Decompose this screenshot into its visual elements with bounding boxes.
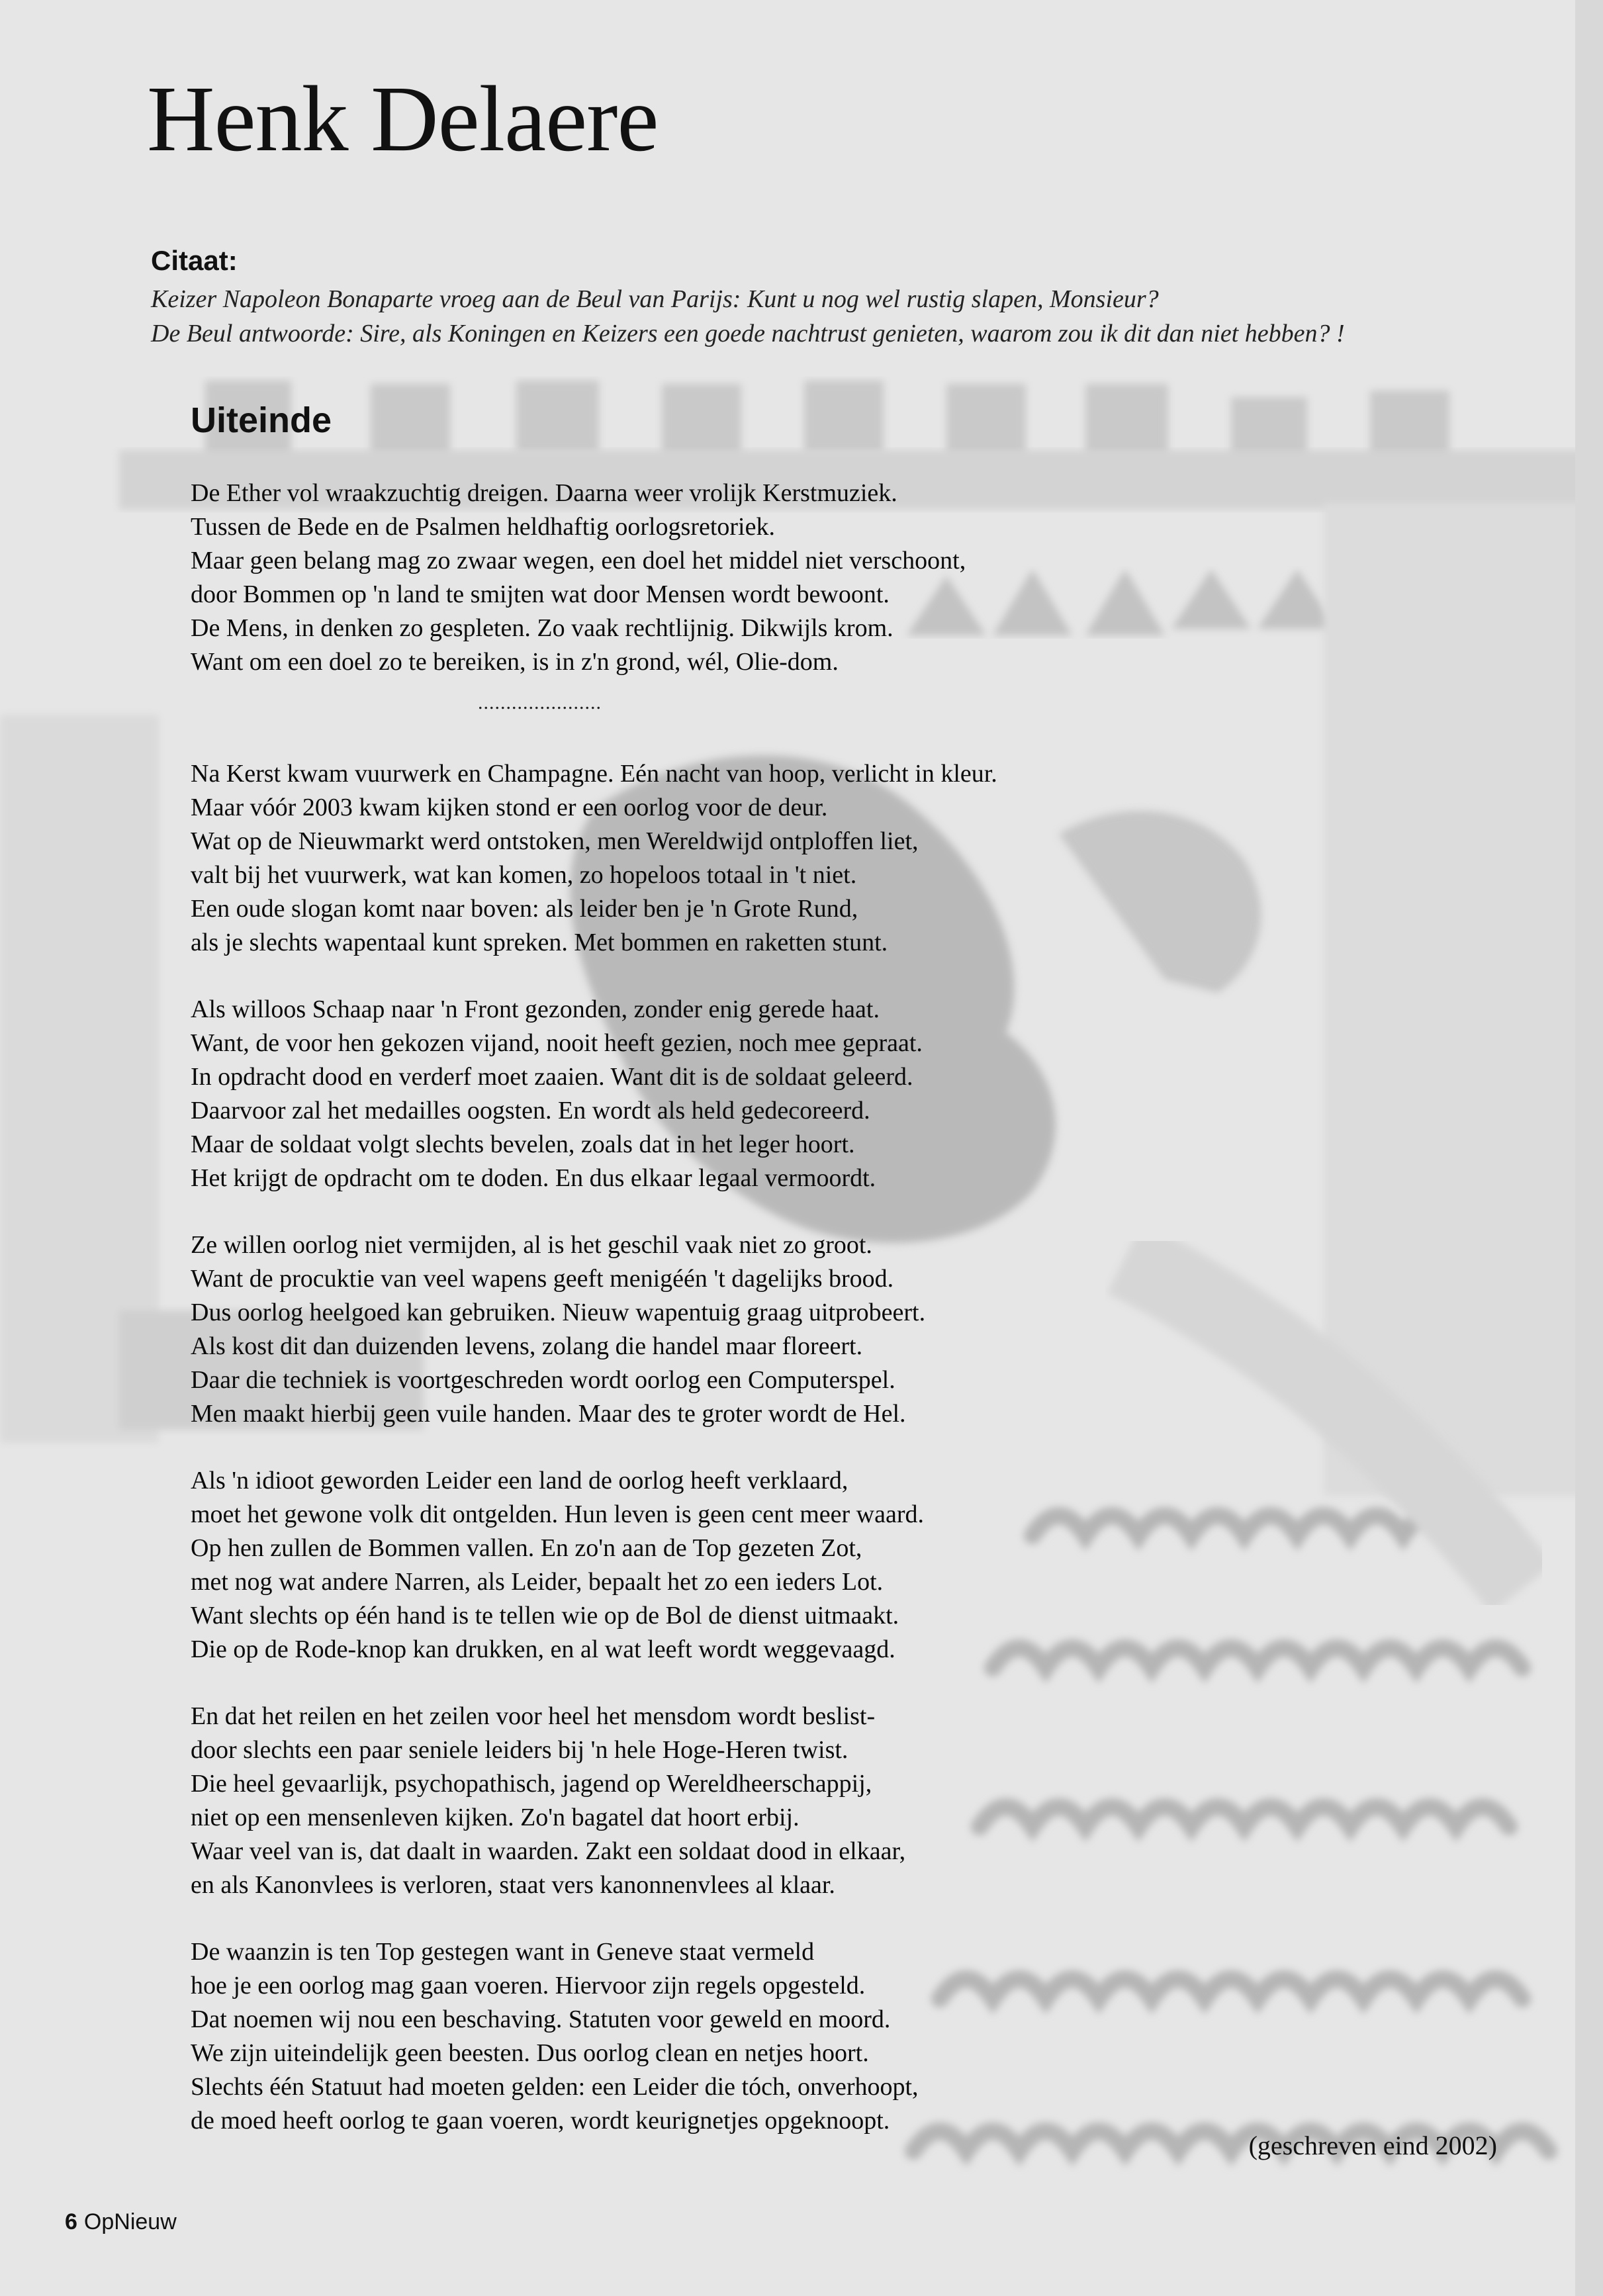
poem-line: de moed heeft oorlog te gaan voeren, wordt keurignetjes opgeknoopt.: [191, 2107, 890, 2135]
poem-line: Een oude slogan komt naar boven: als leider ben je 'n Grote Rund,: [191, 895, 858, 923]
author-name: Henk Delaere: [147, 66, 659, 171]
poem-line: niet op een mensenleven kijken. Zo'n bagatel dat hoort erbij.: [191, 1804, 800, 1831]
poem-line: De Ether vol wraakzuchtig dreigen. Daarna weer vrolijk Kerstmuziek.: [191, 479, 897, 507]
poem-line: De waanzin is ten Top gestegen want in Geneve staat vermeld: [191, 1938, 815, 1966]
poem-line: Als kost dit dan duizenden levens, zolang die handel maar floreert.: [191, 1332, 863, 1360]
poem-line: Op hen zullen de Bommen vallen. En zo'n aan de Top gezeten Zot,: [191, 1534, 862, 1562]
stanza-divider: ......................: [478, 692, 602, 713]
poem-line: als je slechts wapentaal kunt spreken. Met bommen en raketten stunt.: [191, 929, 888, 956]
poem-line: Daar die techniek is voortgeschreden wordt oorlog een Computerspel.: [191, 1366, 895, 1394]
poem-line: hoe je een oorlog mag gaan voeren. Hiervoor zijn regels opgesteld.: [191, 1972, 866, 1999]
poem-line: met nog wat andere Narren, als Leider, bepaalt het zo een ieders Lot.: [191, 1568, 884, 1596]
poem-stanza: [191, 477, 1382, 679]
poem-line: Als 'n idioot geworden Leider een land de oorlog heeft verklaard,: [191, 1467, 848, 1494]
poem-line: en als Kanonvlees is verloren, staat vers kanonnenvlees al klaar.: [191, 1871, 835, 1899]
page-number: 6: [65, 2209, 77, 2234]
poem-stanza: [191, 993, 1382, 1195]
magazine-name: OpNieuw: [83, 2209, 177, 2234]
poem-stanza: [191, 1935, 1382, 2138]
quote-block: [151, 245, 1541, 351]
poem-stanza: [191, 1464, 1382, 1667]
poem-stanza: [191, 1228, 1382, 1431]
quote-line: Keizer Napoleon Bonaparte vroeg aan de Beul van Parijs: Kunt u nog wel rustig slapen, Monsieur?: [151, 285, 1159, 313]
poem-line: We zijn uiteindelijk geen beesten. Dus oorlog clean en netjes hoort.: [191, 2039, 869, 2067]
poem-line: En dat het reilen en het zeilen voor heel het mensdom wordt beslist-: [191, 1702, 876, 1730]
poem-line: Na Kerst kwam vuurwerk en Champagne. Eén nacht van hoop, verlicht in kleur.: [191, 760, 997, 788]
quote-line: De Beul antwoorde: Sire, als Koningen en Keizers een goede nachtrust genieten, waarom zou ik dit dan niet hebben? !: [151, 320, 1345, 347]
poem-line: Want om een doel zo te bereiken, is in z'n grond, wél, Olie-dom.: [191, 648, 839, 676]
poem-line: Daarvoor zal het medailles oogsten. En wordt als held gedecoreerd.: [191, 1097, 870, 1125]
poem-line: moet het gewone volk dit ontgelden. Hun leven is geen cent meer waard.: [191, 1500, 924, 1528]
poem-line: Ze willen oorlog niet vermijden, al is het geschil vaak niet zo groot.: [191, 1231, 872, 1259]
poem-line: Want slechts op één hand is te tellen wie op de Bol de dienst uitmaakt.: [191, 1602, 899, 1630]
poem-line: Die heel gevaarlijk, psychopathisch, jagend op Wereldheerschappij,: [191, 1770, 872, 1798]
poem-line: door Bommen op 'n land te smijten wat door Mensen wordt bewoont.: [191, 580, 890, 608]
poem-line: De Mens, in denken zo gespleten. Zo vaak rechtlijnig. Dikwijls krom.: [191, 614, 893, 642]
poem-line: Want, de voor hen gekozen vijand, nooit heeft gezien, noch mee gepraat.: [191, 1029, 923, 1057]
poem-line: Die op de Rode-knop kan drukken, en al wat leeft wordt weggevaagd.: [191, 1635, 895, 1663]
poem-line: Tussen de Bede en de Psalmen heldhaftig oorlogsretoriek.: [191, 513, 775, 541]
page-footer: [65, 2209, 177, 2235]
poem-stanza: [191, 757, 1382, 960]
poem-line: Maar geen belang mag zo zwaar wegen, een doel het middel niet verschoont,: [191, 547, 966, 574]
poem-line: In opdracht dood en verderf moet zaaien. Want dit is de soldaat geleerd.: [191, 1063, 913, 1091]
poem-line: Want de procuktie van veel wapens geeft menigéén 't dagelijks brood.: [191, 1265, 894, 1293]
poem-line: door slechts een paar seniele leiders bij 'n hele Hoge-Heren twist.: [191, 1736, 848, 1764]
quote-label: Citaat:: [151, 245, 238, 276]
poem-line: Dat noemen wij nou een beschaving. Statuten voor geweld en moord.: [191, 2005, 891, 2033]
poem-title: Uiteinde: [191, 400, 332, 440]
poem-line: Slechts één Statuut had moeten gelden: een Leider die tóch, onverhoopt,: [191, 2073, 919, 2101]
poem-line: valt bij het vuurwerk, wat kan komen, zo hopeloos totaal in 't niet.: [191, 861, 857, 889]
poem-stanza: [191, 1700, 1382, 1902]
poem-line: Men maakt hierbij geen vuile handen. Maar des te groter wordt de Hel.: [191, 1400, 906, 1428]
written-date-note: (geschreven eind 2002): [1248, 2131, 1497, 2160]
poem-line: Wat op de Nieuwmarkt werd ontstoken, men Wereldwijd ontploffen liet,: [191, 827, 919, 855]
poem-line: Maar de soldaat volgt slechts bevelen, zoals dat in het leger hoort.: [191, 1130, 855, 1158]
poem-line: Als willoos Schaap naar 'n Front gezonden, zonder enig gerede haat.: [191, 995, 880, 1023]
poem-line: Waar veel van is, dat daalt in waarden. Zakt een soldaat dood in elkaar,: [191, 1837, 906, 1865]
poem-body: [191, 477, 1382, 2171]
poem-line: Dus oorlog heelgoed kan gebruiken. Nieuw wapentuig graag uitprobeert.: [191, 1299, 926, 1326]
poem-line: Maar vóór 2003 kwam kijken stond er een oorlog voor de deur.: [191, 794, 828, 821]
poem-line: Het krijgt de opdracht om te doden. En dus elkaar legaal vermoordt.: [191, 1164, 876, 1192]
